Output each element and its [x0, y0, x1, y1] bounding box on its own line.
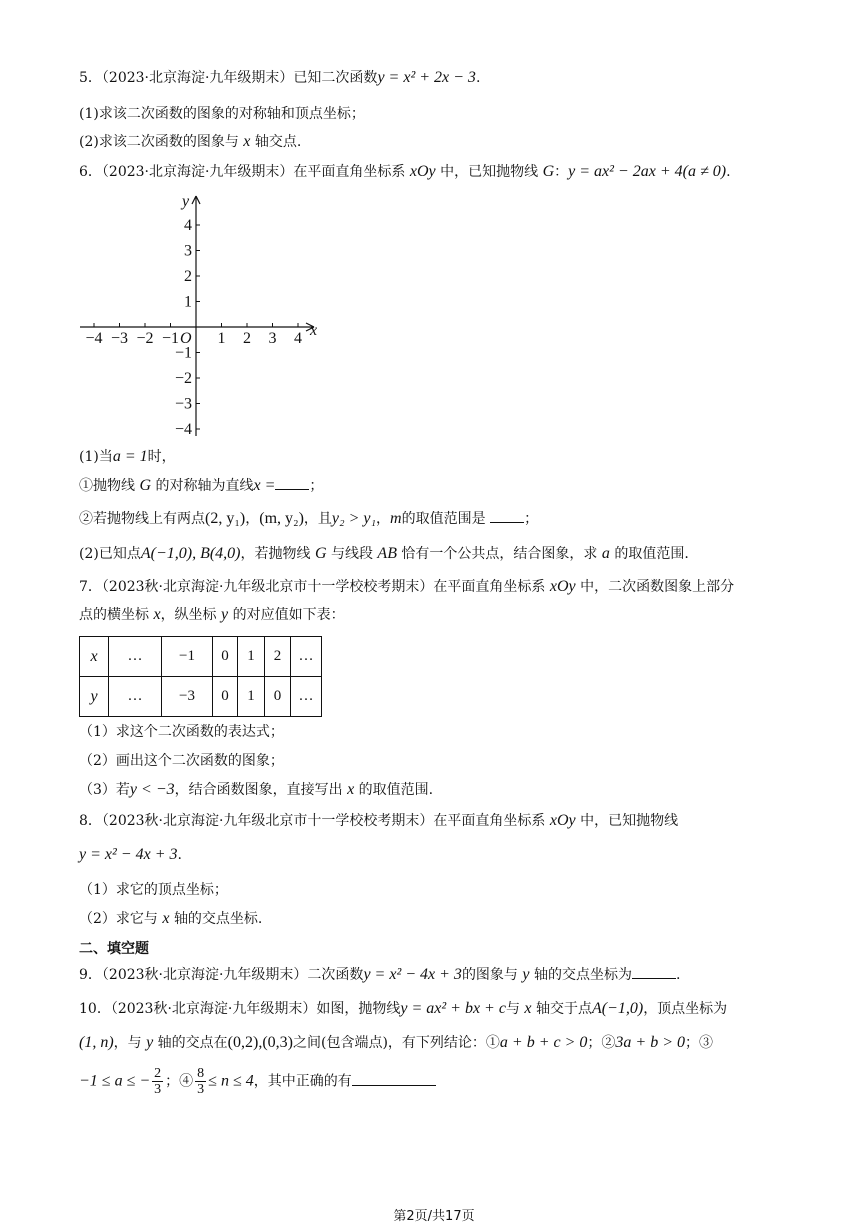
value-table: [79, 636, 322, 717]
q8-stem-b: 中，已知抛物线: [580, 813, 679, 829]
q5-part2-text-b: 轴交点.: [254, 134, 302, 150]
table-cell: …: [109, 637, 162, 677]
var-y: y: [522, 966, 530, 983]
q8-func-line: [79, 845, 182, 865]
q7-p2: [79, 751, 284, 771]
x-tick-label: 3: [268, 330, 277, 347]
period: .: [726, 164, 731, 180]
q6-sub2-b: ，且: [303, 511, 332, 527]
q10-point-a: A(−1,0): [591, 1000, 644, 1017]
q8-function: y = x² − 4x + 3: [79, 846, 178, 863]
table-cell: 2: [265, 637, 291, 677]
answer-blank[interactable]: [352, 1071, 436, 1086]
coordinate-graph: [70, 190, 330, 442]
q8-stem: 8．（2023秋·北京海淀·九年级北京市十一学校校考期末）在平面直角坐标系: [79, 813, 546, 829]
q6-sub2-c: ，: [376, 511, 391, 527]
q10-line1: [79, 999, 727, 1019]
y-tick-label: 1: [184, 293, 192, 311]
table-cell: −3: [162, 677, 213, 717]
q5-stem: 5．（2023·北京海淀·九年级期末）已知二次函数: [79, 70, 378, 86]
y-tick-label: 4: [184, 217, 192, 234]
q6-stem-b: 中，已知抛物线: [440, 164, 539, 180]
period: .: [177, 847, 182, 863]
q5-function: y = x² + 2x − 3: [377, 69, 476, 86]
fraction-eight-thirds: [195, 1066, 206, 1097]
origin-label: O: [180, 330, 192, 347]
frac-num: 8: [197, 1066, 205, 1081]
q10-t10: ，其中正确的有: [253, 1073, 352, 1090]
q6-part1-text-b: 时，: [147, 449, 176, 465]
x-equals: x =: [253, 477, 276, 494]
table-cell: y: [80, 677, 109, 717]
q8-p1-text: （1）求它的顶点坐标；: [79, 882, 228, 898]
var-xoy: xOy: [549, 812, 576, 829]
q10-line2: [79, 1033, 713, 1053]
q7-p1-text: （1）求这个二次函数的表达式；: [79, 724, 284, 740]
q6-sub2-d: 的取值范围是: [401, 511, 486, 527]
q6-function: y = ax² − 2ax + 4(a ≠ 0): [568, 163, 727, 180]
table-cell: 0: [213, 637, 238, 677]
q10-conclusion-1: a + b + c > 0: [499, 1034, 588, 1051]
y-axis-label: y: [182, 193, 190, 210]
q6-part2: [79, 544, 689, 564]
x-tick-label: 2: [243, 330, 251, 347]
points-ab: A(−1,0), B(4,0): [140, 545, 241, 562]
q6-part2-e: 的取值范围.: [614, 546, 689, 562]
table-cell: …: [109, 677, 162, 717]
q7-stem2-b: ，纵坐标: [160, 607, 217, 623]
q9-tail-b: 轴的交点坐标为: [533, 967, 632, 983]
var-x: x: [162, 910, 170, 927]
x-tick-label: −4: [85, 330, 103, 347]
q10-t7: ；②: [587, 1035, 616, 1051]
x-tick-label: 4: [294, 330, 302, 347]
frac-den: 3: [154, 1082, 162, 1097]
q10-t9: ；④: [165, 1073, 194, 1090]
q7-p3: [79, 780, 433, 800]
q6-part1-text: (1)当: [79, 449, 113, 465]
table-cell: 1: [238, 677, 265, 717]
var-g: G: [314, 545, 327, 562]
x-axis-label: x: [310, 322, 318, 339]
period: .: [675, 967, 681, 983]
q8-p1: [79, 880, 228, 900]
q9-stem: 9．（2023秋·北京海淀·九年级期末）二次函数: [79, 967, 364, 983]
table-row: [80, 637, 322, 677]
page-footer: 第2页/共17页: [393, 1209, 475, 1224]
q6-sub1-a: ①抛物线: [79, 478, 135, 494]
table-cell: …: [291, 677, 322, 717]
var-y: y: [221, 606, 229, 623]
graph-labels: [85, 193, 317, 438]
q10-conclusion-4: ≤ n ≤ 4: [208, 1072, 254, 1090]
var-x: x: [524, 1000, 532, 1017]
frac-den: 3: [197, 1082, 205, 1097]
q7-stem-line2: [79, 605, 345, 625]
q8-p2-b: 轴的交点坐标.: [173, 911, 263, 927]
q5-stem-line: [79, 68, 480, 88]
q10-t3: ，顶点坐标为: [643, 1001, 728, 1017]
answer-blank[interactable]: [632, 964, 676, 979]
q10-t8: ；③: [685, 1035, 714, 1051]
fraction-two-thirds: [152, 1066, 163, 1097]
var-m: m: [390, 510, 402, 527]
q6-part1-cond: a = 1: [112, 448, 148, 465]
q7-p3-a: （3）若: [79, 782, 130, 798]
table-cell: …: [291, 637, 322, 677]
graph-axes: [80, 196, 314, 436]
var-a: a: [601, 545, 610, 562]
y-tick-label: −4: [174, 421, 192, 438]
q6-part1: [79, 447, 176, 467]
var-xoy: xOy: [549, 578, 576, 595]
table-cell: 0: [213, 677, 238, 717]
q10-conclusion-3: −1 ≤ a ≤ −: [79, 1072, 151, 1090]
q9-line: [79, 964, 680, 985]
q7-stem: 7．（2023秋·北京海淀·九年级北京市十一学校校考期末）在平面直角坐标系: [79, 579, 546, 595]
var-x: x: [153, 606, 161, 623]
q6-sub1: [79, 475, 323, 496]
q5-part2: [79, 132, 301, 152]
q6-sub1-c: ；: [309, 478, 324, 494]
q9-tail-a: 的图象与: [461, 967, 518, 983]
table-cell: −1: [162, 637, 213, 677]
q8-stem-line: [79, 811, 678, 831]
table-cell: 1: [238, 637, 265, 677]
q10-t2: 轴交于点: [535, 1001, 592, 1017]
segment-ab: AB: [377, 545, 397, 562]
q6-stem-line: 6．（2023·北京海淀·九年级期末）在平面直角坐标系 xOy 中，已知抛物线 G：y = ax² − 2ax + 4(a ≠ 0).: [79, 163, 731, 180]
q7-p1: [79, 722, 284, 742]
frac-num: 2: [154, 1066, 162, 1081]
period: .: [475, 70, 481, 86]
answer-blank[interactable]: [490, 508, 524, 523]
q6-sub2-a: ②若抛物线上有两点: [79, 511, 205, 527]
q10-t1: 与: [505, 1001, 520, 1017]
q9-function: y = x² − 4x + 3: [363, 966, 462, 983]
q10-t4: ，与: [113, 1035, 142, 1051]
q10-vertex: (1, n): [79, 1034, 114, 1051]
q7-stem-b: 中，二次函数图象上部分: [580, 579, 735, 595]
q7-p3-c: 的取值范围.: [358, 782, 434, 798]
q6-sub2-e: ；: [524, 511, 539, 527]
x-tick-label: −2: [136, 330, 154, 347]
answer-blank[interactable]: [275, 475, 309, 490]
q10-stem: 10．（2023秋·北京海淀·九年级期末）如图，抛物线: [79, 1001, 401, 1017]
table-cell: 0: [265, 677, 291, 717]
q7-stem2-c: 的对应值如下表：: [232, 607, 345, 623]
q6-part2-d: 恰有一个公共点，结合图象，求: [401, 546, 598, 562]
y-tick-label: 2: [184, 268, 192, 285]
var-x: x: [243, 133, 251, 150]
table-cell: x: [80, 637, 109, 677]
y-tick-label: 3: [184, 242, 192, 260]
q6-part2-c: 与线段: [330, 546, 373, 562]
q7-p3-b: ，结合函数图象，直接写出: [174, 782, 343, 798]
q10-conclusion-2: 3a + b > 0: [615, 1034, 686, 1051]
q6-sub2: ②若抛物线上有两点(2, y₁)，(m, y₂)，且y₂ > y₁，m的取值范围是 ；: [79, 510, 539, 527]
curve-name: G: [542, 163, 555, 180]
y-tick-label: −3: [174, 395, 192, 413]
q5-part1-text: (1)求该二次函数的图象的对称轴和顶点坐标；: [79, 106, 365, 122]
var-x: x: [347, 781, 355, 798]
q10-t5: 轴的交点在: [157, 1035, 228, 1051]
q7-p3-cond: y < −3: [129, 781, 175, 798]
q8-p2-a: （2）求它与: [79, 911, 158, 927]
table-row: [80, 677, 322, 717]
q6-stem: 6．（2023·北京海淀·九年级期末）在平面直角坐标系: [79, 164, 406, 180]
point-2: (m, y₂): [259, 510, 304, 527]
q6-part2-b: ，若抛物线: [240, 546, 311, 562]
q6-part2-a: (2)已知点: [79, 546, 141, 562]
point-1: (2, y₁): [205, 510, 246, 527]
q10-t6: 之间(包含端点)，有下列结论：①: [292, 1035, 500, 1051]
x-tick-label: −1: [161, 330, 180, 347]
q10-line3: [79, 1066, 436, 1097]
y-tick-label: −2: [174, 370, 192, 387]
y-tick-label: −1: [174, 344, 192, 362]
q8-p2: [79, 909, 262, 929]
q7-stem2-a: 点的横坐标: [79, 607, 149, 623]
q10-range: (0,2),(0,3): [227, 1034, 293, 1051]
var-xoy: xOy: [409, 163, 436, 180]
x-tick-label: 1: [217, 330, 226, 347]
inequality-y: y₂ > y₁: [331, 510, 377, 527]
var-g: G: [139, 477, 152, 494]
q5-part2-text-a: (2)求该二次函数的图象与: [79, 134, 239, 150]
section-title: 二、填空题: [79, 941, 149, 957]
q7-p2-text: （2）画出这个二次函数的图象；: [79, 753, 284, 769]
q6-sub1-b: 的对称轴为直线: [155, 478, 254, 494]
q5-part1: [79, 104, 365, 124]
q10-function: y = ax² + bx + c: [400, 1000, 506, 1017]
q7-stem-line: [79, 577, 734, 597]
x-tick-label: −3: [110, 330, 129, 347]
var-y: y: [146, 1034, 154, 1051]
